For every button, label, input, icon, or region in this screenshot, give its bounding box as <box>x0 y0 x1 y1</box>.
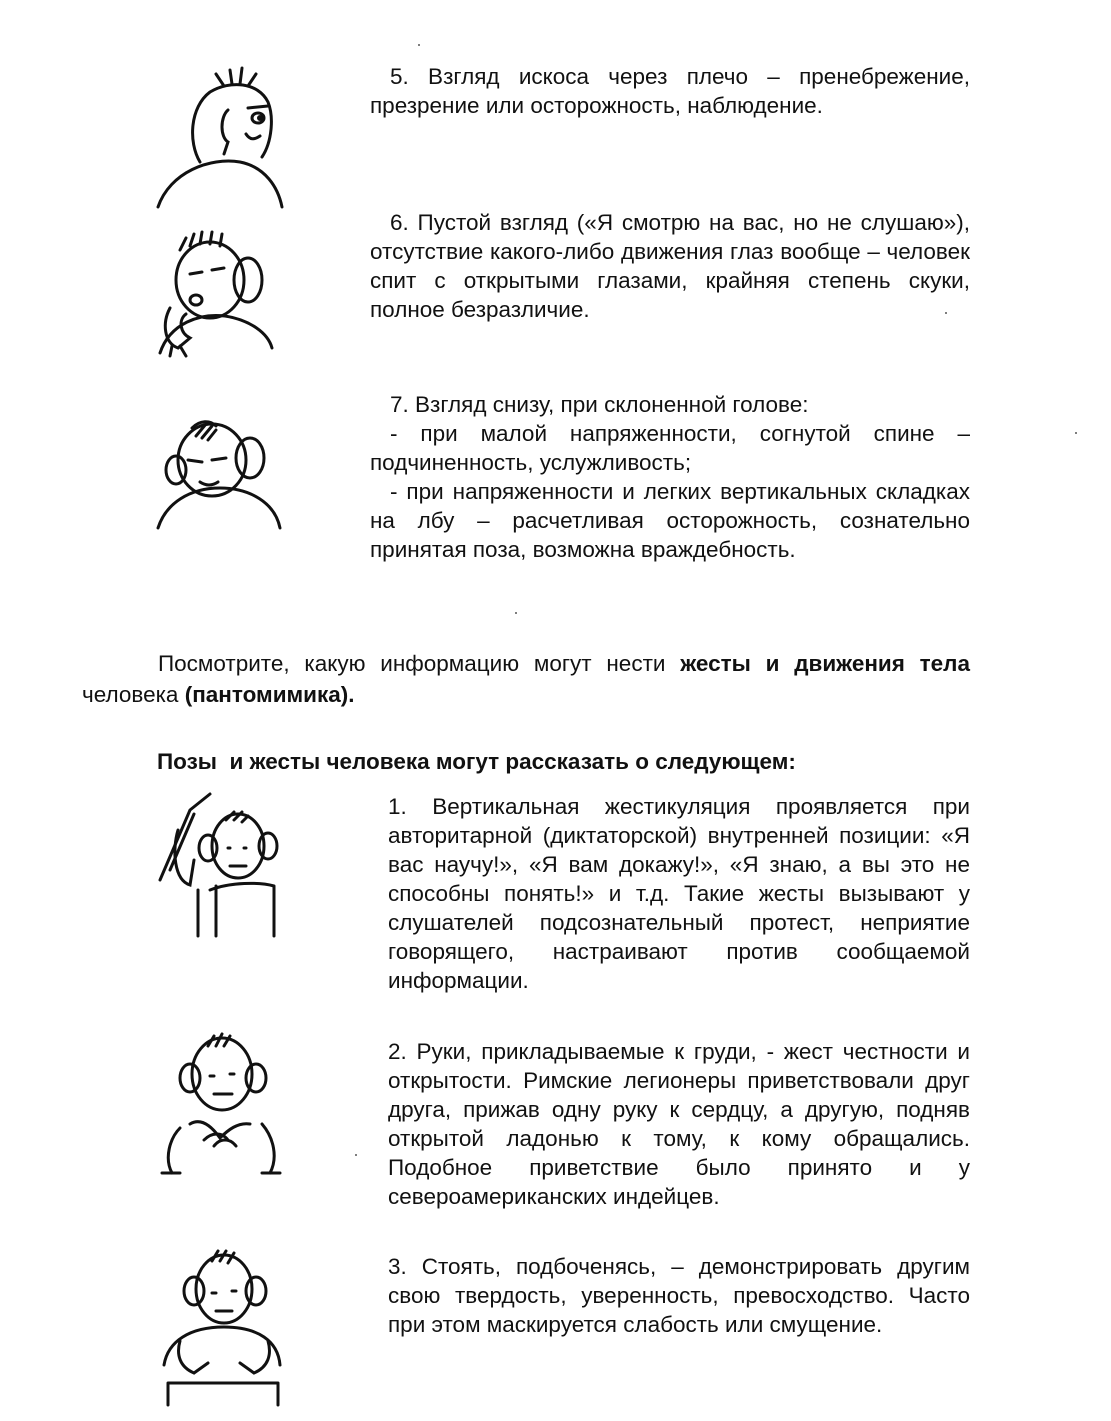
gaze-item-7 <box>370 390 970 564</box>
gaze-item-7-title: 7. Взгляд снизу, при склоненной голове: <box>390 392 809 417</box>
intro-bold-pantomime: (пантомимика). <box>184 682 355 707</box>
gaze-item-6: 6. Пустой взгляд («Я смотрю на вас, но не слушаю»), отсутствие какого-либо движения глаз вообще – человек спит с открытыми глазами, крайняя степень скуки, полное безразличие. <box>370 210 970 322</box>
scan-speck <box>418 44 420 46</box>
hands-on-chest-figure <box>150 1028 285 1178</box>
vertical-gesture-figure <box>150 790 285 940</box>
sideways-glance-figure <box>150 62 290 212</box>
gesture-item-3: 3. Стоять, подбоченясь, – демонстрировать другим свою твердость, уверенность, превосходство. Часто при этом маскируется слабость или смущение. <box>388 1254 970 1337</box>
gaze-item-7-point-b: - при напряженности и легких вертикальных складках на лбу – расчетливая осторожность, сознательно принятая поза, возможна враждебность. <box>370 479 970 562</box>
gaze-from-below-figure <box>150 408 285 533</box>
scan-speck <box>1075 432 1077 434</box>
standing-figure <box>150 1245 285 1410</box>
scan-speck <box>945 312 947 314</box>
scan-speck <box>355 1154 357 1156</box>
intro-bold-gestures: жесты и движения тела <box>680 651 970 676</box>
intro-paragraph: Посмотрите, какую информацию могут нести жесты и движения тела человека (пантомимика). <box>82 651 970 707</box>
empty-gaze-figure <box>150 228 280 358</box>
gesture-item-1: 1. Вертикальная жестикуляция проявляется при авторитарной (диктаторской) внутренней позиции: «Я вас научу!», «Я вам докажу!», «Я знаю, а вы это не способны понять!» и т.д. Такие жесты вызывают у слушателей подсознательный протест, неприятие говорящего, настраивают против сообщаемой информации. <box>388 794 970 993</box>
gaze-item-5: 5. Взгляд искоса через плечо – пренебрежение, презрение или осторожность, наблюдение. <box>370 64 970 118</box>
scan-speck <box>515 612 517 614</box>
gesture-item-2: 2. Руки, прикладываемые к груди, - жест честности и открытости. Римские легионеры приветствовали друг друга, прижав одну руку к сердцу, а другую, подняв открытой ладонью к тому, к кому обращались. Подобное приветствие было принято и у североамериканских индейцев. <box>388 1039 970 1209</box>
gaze-item-7-point-a: - при малой напряженности, согнутой спине – подчиненность, услужливость; <box>370 421 970 475</box>
section-heading: Позы и жесты человека могут рассказать о следующем: <box>157 749 796 774</box>
